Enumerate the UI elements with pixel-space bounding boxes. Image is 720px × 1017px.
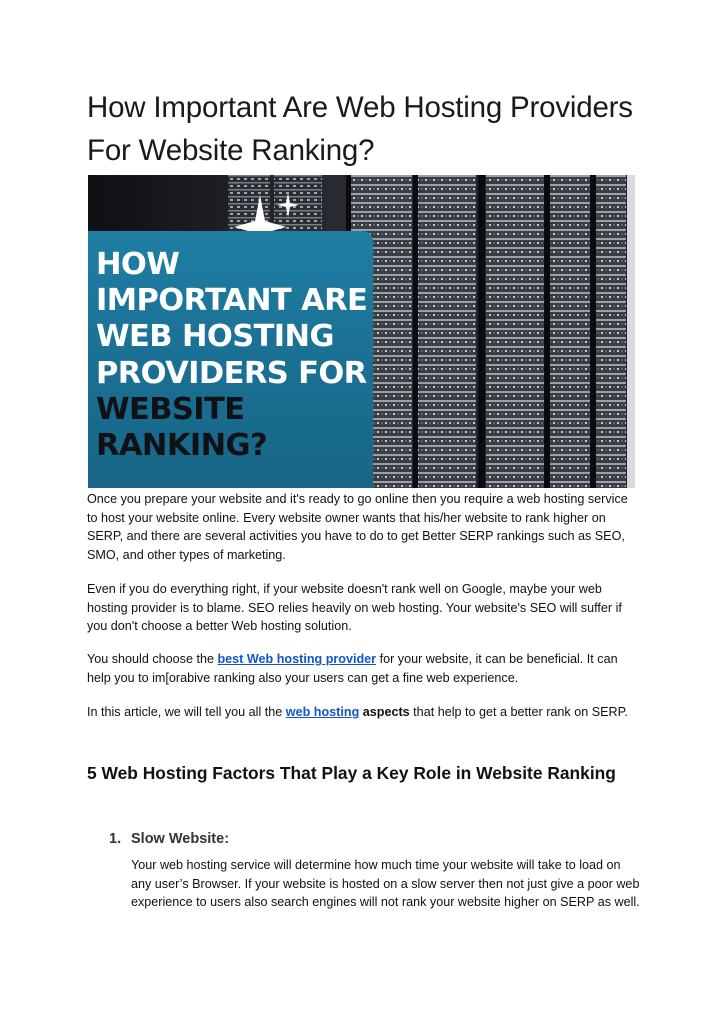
section-heading: 5 Web Hosting Factors That Play a Key Role in Website Ranking [87, 763, 616, 783]
hero-line: RANKING? [96, 428, 268, 464]
bold-text: aspects [362, 705, 410, 719]
text-span: You should choose the [87, 652, 218, 666]
list-number: 1. [109, 831, 122, 847]
hero-line: WEB HOSTING [96, 319, 334, 355]
list-item-body: Your web hosting service will determine how much time your website will take to load on any user’s Browser. If your website is hosted on a slow server then not just give a poor web experience to users also search engines will not rank your website higher on SERP as well. [131, 858, 640, 909]
text-span: for your website, it can be beneficial. It can help you to im[orabive ranking also your users can get a fine web experience. [87, 652, 618, 685]
hero-line: HOW [96, 247, 180, 282]
hero-line: IMPORTANT ARE [96, 283, 368, 319]
paragraph-seo: Even if you do everything right, if your website doesn't rank well on Google, maybe your web hosting provider is to blame. SEO relies heavily on web hosting. Your website's SEO will suffer if you don't choose a better Web hosting solution. [87, 582, 622, 633]
text-span: that help to get a better rank on SERP. [409, 705, 628, 719]
best-web-hosting-link[interactable]: best Web hosting provider [217, 652, 377, 666]
hero-line: WEBSITE [96, 391, 245, 427]
hero-title-text [96, 247, 381, 464]
paragraph-choose [87, 650, 637, 687]
web-hosting-link[interactable]: web hosting [285, 705, 360, 719]
list-item-heading: Slow Website: [131, 831, 230, 847]
paragraph-intro: Once you prepare your website and it's ready to go online then you require a web hosting service to host your website online. Every website owner wants that his/her website to rank higher on SERP, and there are several activities you have to do to get Better SERP rankings such as SEO, SMO, and other types of marketing. [87, 492, 628, 562]
paragraph-article [87, 703, 637, 722]
text-span: In this article, we will tell you all the [87, 705, 286, 719]
page-title: How Important Are Web Hosting Providers For Website Ranking? [87, 91, 633, 167]
hero-line: PROVIDERS FOR [96, 355, 367, 391]
hero-image [88, 175, 635, 488]
